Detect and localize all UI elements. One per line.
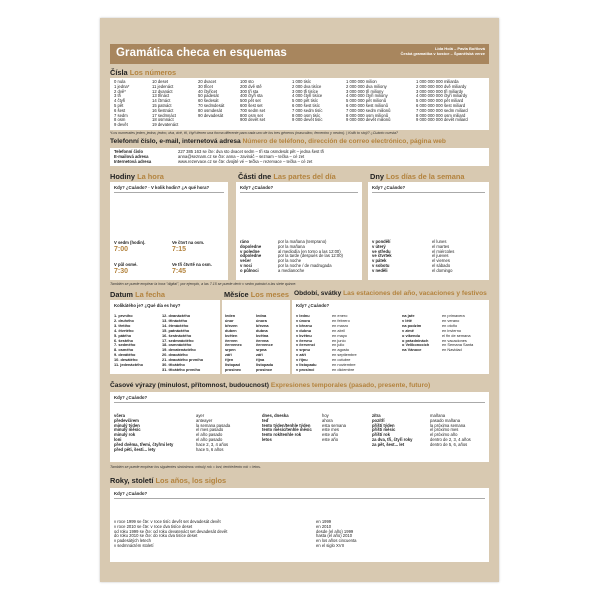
numbers-col-1: 0 nula 1 jedna* 2 dvě* 3 tři 4 čtyři 5 pět 6 šest 7 sedm 8 osm 9 devět <box>114 79 130 128</box>
roky-divider <box>114 498 485 499</box>
days-divider <box>372 192 485 193</box>
obdobi-heading: Období, svátky Las estaciones del año, vacaciones y festivos <box>294 290 487 297</box>
time-1: 7:00 <box>114 246 129 253</box>
obdobi-question: Kdy? ¿Cuándo? <box>296 303 330 308</box>
phone-labels: Telefonní číslo E-mailová adresa Internetová adresa <box>114 149 152 164</box>
numbers-col-2: 10 deset 11 jedenáct 12 dvanáct 13 třináct 14 čtrnáct 15 patnáct 16 šestnáct 17 sedmnáct 18 osmnáct 19 devatenáct <box>152 79 179 128</box>
grammar-card <box>100 18 499 582</box>
time-3: 7:30 <box>114 268 129 275</box>
phone-panel <box>110 148 489 166</box>
days-panel <box>368 182 489 280</box>
datum-col-2: 12. dvanáctého 13. třináctého 14. čtrnáctého 15. patnáctého 16. šestnáctého 17. sedmnáctého 18. osmnáctého 19. devatenáctého 20. dvacátého 21. dvacátého prvního 30. třicátého 31. třicátého prvního <box>162 313 204 372</box>
phone-heading: Telefonní číslo, e-mail, internetová adresa Número de teléfono, dirección de correo electrónico, página web <box>110 138 446 145</box>
obdobi-months-es: en enero en febrero en marzo en abril en mayo en junio en julio en agosto en septiembre en octubre en noviembre en diciembre <box>332 313 357 372</box>
time-2: 7:15 <box>172 246 187 253</box>
subtitle-line: Česká gramatika v kostce – Španělská verze <box>400 51 485 56</box>
obdobi-seasons-cs: na jaře v létě na podzim v zimě o víkendu o prázdninách o Velikonocích na Vánoce <box>402 313 430 353</box>
casove-now-cs: dnes, dneska teď tento týden/tenhle týden tento měsíc/tenhle měsíc tento rok/tenhle rok letos <box>262 413 312 442</box>
obdobi-seasons-es: en primavera en verano en otoño en invierno el fin de semana en vacaciones en Semana Santa en Navidad <box>442 313 474 353</box>
hodiny-panel <box>110 182 228 280</box>
hodiny-heading: Hodiny La hora <box>110 172 164 181</box>
casove-fut-cs: zítra pozítří příští týden příští měsíc příští rok za dva, tři, čtyři roky za pět, šest... let <box>372 413 413 447</box>
mesice-col-2: ledna února března dubna května června července srpna září října listopadu prosince <box>256 313 274 372</box>
casove-divider <box>114 402 485 403</box>
numbers-col-7: 1 000 000 000 miliarda 2 000 000 000 dvě miliardy 3 000 000 000 tři miliardy 4 000 000 000 čtyři miliardy 5 000 000 000 pět miliard 6 000 000 000 šest miliard 7 000 000 000 sedm miliard 8 000 000 000 osm miliard 9 000 000 000 devět miliard <box>416 79 468 123</box>
days-question: Kdy? ¿Cuándo? <box>372 185 406 190</box>
casove-panel <box>110 392 489 462</box>
numbers-col-4: 100 sto 200 dvě stě 300 tři sta 400 čtyři sta 500 pět set 600 šest set 700 sedm set 800 osm set 900 devět set <box>240 79 266 123</box>
daytime-cs: ráno dopoledne v poledne odpoledne večer v noci o půlnoci <box>240 239 262 273</box>
time-3-label: V půl osmé. <box>114 262 138 267</box>
numbers-note: *Los numerales jeden, jedna, jedno, dva, dvě, tři, čtyři tienen una forma diferente para cada uno de los tres géneros (masculino, femenino y neutro). | Kolik to stojí? ¿Cuánto cuesta? <box>110 131 398 135</box>
numbers-heading: Čísla Los números <box>110 68 177 77</box>
time-4: 7:45 <box>172 268 187 275</box>
numbers-col-5: 1 000 tisíc 2 000 dva tisíce 3 000 tři tisíce 4 000 čtyři tisíce 5 000 pět tisíc 6 000 šest tisíc 7 000 sedm tisíc 8 000 osm tisíc 9 000 devět tisíc <box>292 79 323 123</box>
obdobi-panel <box>292 300 489 374</box>
roky-heading: Roky, století Los años, los siglos <box>110 476 227 485</box>
daytime-divider <box>240 192 358 193</box>
daytime-question: Kdy? ¿Cuándo? <box>240 185 274 190</box>
numbers-col-6: 1 000 000 milion 2 000 000 dva miliony 3 000 000 tři miliony 4 000 000 čtyři miliony 5 000 000 pět milionů 6 000 000 šest milionů 7 000 000 sedm milionů 8 000 000 osm milionů 9 000 000 devět milionů <box>346 79 391 123</box>
mesice-col-1: leden únor březen duben květen červen červenec srpen září říjen listopad prosinec <box>225 313 242 372</box>
phone-values: 227 385 163 se čte: dva sto dvacet sedm – tři sta osmdesát pět – jedna šest tři anna@seznam.cz se čte: anna – zavináč – seznam – tečka – cé zet www.rezervace.cz se čte: dvojité vé – tečka – rezervace – tečka – cé zet <box>178 149 324 164</box>
casove-question: Kdy? ¿Cuándo? <box>114 395 148 400</box>
card-header <box>110 44 489 64</box>
roky-es: en 1999 en 2010 desde (el año) 1999 hasta (el año) 2010 en los años cincuenta en el siglo XVII <box>316 519 357 548</box>
datum-col-1: 1. prvního 2. druhého 3. třetího 4. čtvrtého 5. pátého 6. šestého 7. sedmého 8. osmého 9. devátého 10. desátého 11. jedenáctého <box>114 313 143 368</box>
hodiny-divider <box>114 192 224 193</box>
casove-past-cs: včera předevčírem minulý týden minulý měsíc minulý rok loni před dvěma, třemi, čtyřmi lety před pěti, šesti... lety <box>114 413 174 452</box>
casove-heading: Časové výrazy (minulost, přítomnost, budoucnost) Expresiones temporales (pasado, presente, futuro) <box>110 382 431 389</box>
casove-fut-es: mañana pasado mañana la próxima semana el próximo mes el próximo año dentro de 2, 3, 4 años dentro de 5, 6, años <box>430 413 471 447</box>
roky-question: Kdy? ¿Cuándo? <box>114 491 148 496</box>
daytime-heading: Části dne Las partes del día <box>238 172 336 181</box>
casove-past-es: ayer anteayer la semana pasada el mes pasado el año pasado el año pasado hace 2, 3, 4 años hace 5, 6 años <box>196 413 231 452</box>
hodiny-note: También se puede emplear la hora "digital", por ejemplo, a las 7.15 se puede decir v sedm patnáct a las siete quince. <box>110 282 297 286</box>
casove-note: También se puede emplear los siguientes sinónimos: minulý rok = loni, tenhle/tento rok = letos. <box>110 465 261 469</box>
author-line: Lida Holá – Pavla Bořilová <box>434 46 485 51</box>
mesice-heading: Měsíce Los meses <box>224 290 289 299</box>
daytime-es: por la mañana (temprano) por la mañana al mediodía (en torno a las 12:00) por la tarde (después de las 12:00) por la noche por la noche / de madrugada a medianoche <box>278 239 343 273</box>
days-es: el lunes el martes el miércoles el jueves el viernes el sábado el domingo <box>432 239 455 273</box>
datum-heading: Datum La fecha <box>110 290 166 299</box>
obdobi-months-cs: v lednu v únoru v březnu v dubnu v květnu v červnu v červenci v srpnu v září v říjnu v listopadu v prosinci <box>296 313 317 372</box>
numbers-panel <box>110 78 489 130</box>
daytime-panel <box>236 182 362 280</box>
time-4-label: Ve tři čtvrtě na osm. <box>172 262 212 267</box>
card-title: Gramática checa en esquemas <box>116 47 287 59</box>
time-1-label: V sedm (hodin). <box>114 240 146 245</box>
roky-panel <box>110 488 489 562</box>
casove-now-es: hoy ahora esta semana este mes este año este año <box>322 413 346 442</box>
hodiny-question: Kdy? ¿Cuándo? · V kolik hodin? ¿A qué hora? <box>114 185 210 190</box>
card-authors <box>401 46 486 56</box>
datum-panel <box>110 300 220 374</box>
roky-cs: v roce 1999 se čte: v roce tisíc devět set devadesát devět v roce 2010 se čte: v roce dva tisíce deset od roku 1999 se čte: od roku devatenáct set devadesát devět do roku 2010 se čte: do roku dva tisíce deset v padesátých letech v sedmnáctém století <box>114 519 228 548</box>
days-heading: Dny Los días de la semana <box>370 172 465 181</box>
mesice-panel <box>222 300 290 374</box>
datum-question: Kolikátého je? ¿Qué día es hoy? <box>114 303 181 308</box>
time-2-label: Ve čtvrt na osm. <box>172 240 205 245</box>
numbers-col-3: 20 dvacet 30 třicet 40 čtyřicet 50 padesát 60 šedesát 70 sedmdesát 80 osmdesát 90 devadesát <box>198 79 225 118</box>
days-cs: v pondělí v úterý ve středu ve čtvrtek v pátek v sobotu v neděli <box>372 239 392 273</box>
